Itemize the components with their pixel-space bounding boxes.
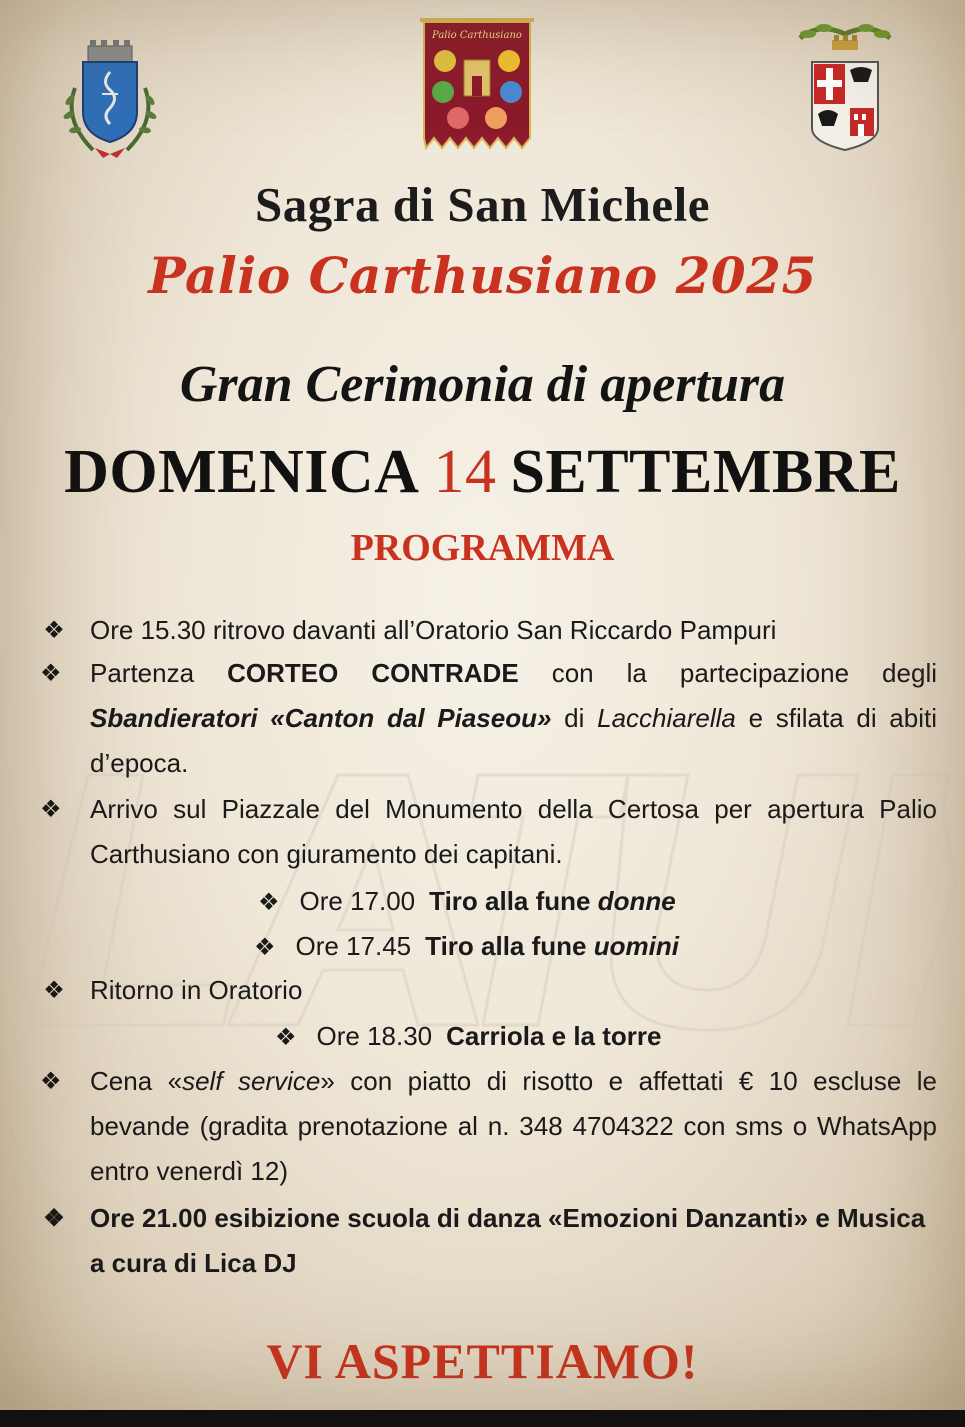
palio-banner-icon xyxy=(418,16,536,152)
date-month: SETTEMBRE xyxy=(510,438,901,506)
program-item-text: Ore 21.00 esibizione scuola di danza «Emozioni Danzanti» e Musica a cura di Lica DJ xyxy=(90,1203,926,1278)
sub-item-fune-uomini xyxy=(254,924,679,970)
date-day-name: DOMENICA xyxy=(64,438,420,506)
programma-heading: PROGRAMMA xyxy=(350,527,615,569)
palio-title: Palio Carthusiano 2025 xyxy=(148,246,817,305)
bullet-diamond-icon: ❖ xyxy=(40,796,62,823)
program-item-text: Ore 15.30 ritrovo davanti all’Oratorio San Riccardo Pampuri xyxy=(90,615,777,645)
bullet-diamond-icon: ❖ xyxy=(43,977,65,1004)
program-item-ritrovo xyxy=(40,608,937,653)
program-item-ritorno xyxy=(40,968,937,1013)
bullet-diamond-icon: ❖ xyxy=(43,617,65,644)
program-item-corteo xyxy=(40,651,937,786)
cena-text-1: Cena « xyxy=(90,1066,183,1096)
sub-item-fune-donne xyxy=(258,879,676,925)
lacchiarella-name: Lacchiarella xyxy=(597,703,736,733)
province-coat-of-arms-icon xyxy=(790,18,900,153)
event-subtitle: Sagra di San Michele xyxy=(254,177,711,232)
corteo-text-4: e sfilata di abiti d’epoca. xyxy=(90,703,937,778)
bullet-diamond-icon: ❖ xyxy=(254,934,276,961)
bullet-diamond-icon: ❖ xyxy=(43,1205,65,1232)
sub-item-label-italic: uomini xyxy=(593,931,679,961)
bullet-diamond-icon: ❖ xyxy=(40,1068,62,1095)
bullet-diamond-icon: ❖ xyxy=(258,889,280,916)
ceremony-title: Gran Cerimonia di apertura xyxy=(179,356,786,413)
palio-banner-title: Palio Carthusiano xyxy=(432,30,522,41)
program-item-cena xyxy=(40,1059,937,1194)
bottom-bar xyxy=(0,1410,965,1427)
program-item-text: Arrivo sul Piazzale del Monumento della Certosa per apertura Palio Carthusiano con giuramento dei capitani. xyxy=(90,794,937,869)
bullet-diamond-icon: ❖ xyxy=(40,660,62,687)
sub-item-carriola xyxy=(275,1014,661,1060)
corteo-text-1: Partenza xyxy=(90,658,228,688)
sub-item-label-italic: donne xyxy=(597,886,676,916)
corteo-contrade-label: CORTEO CONTRADE xyxy=(227,658,519,688)
sub-item-time: Ore 17.45 xyxy=(295,931,412,961)
program-item-danza xyxy=(40,1196,937,1286)
sbandieratori-name: Sbandieratori «Canton dal Piaseou» xyxy=(90,703,552,733)
sub-item-time: Ore 17.00 xyxy=(299,886,416,916)
date-day-number: 14 xyxy=(433,438,497,506)
self-service-label: self service xyxy=(182,1066,321,1096)
program-item-arrivo xyxy=(40,787,937,877)
bullet-diamond-icon: ❖ xyxy=(275,1024,297,1051)
corteo-text-3: di xyxy=(551,703,598,733)
closing-message: VI ASPETTIAMO! xyxy=(266,1333,699,1389)
sub-item-label: Carriola e la torre xyxy=(446,1021,662,1051)
program-item-text: Ritorno in Oratorio xyxy=(90,975,303,1005)
event-date xyxy=(0,437,965,508)
municipal-coat-of-arms-icon xyxy=(55,30,165,160)
sub-item-label: Tiro alla fune xyxy=(429,886,598,916)
sub-item-time: Ore 18.30 xyxy=(316,1021,433,1051)
sub-item-label: Tiro alla fune xyxy=(425,931,594,961)
corteo-text-2: con la partecipazione degli xyxy=(518,658,937,688)
cena-text-2: » con piatto di risotto e affettati € 10 escluse le bevande (gradita prenotazione al n. 348 4704322 con sms o WhatsApp entro venerdì 12) xyxy=(90,1066,937,1186)
